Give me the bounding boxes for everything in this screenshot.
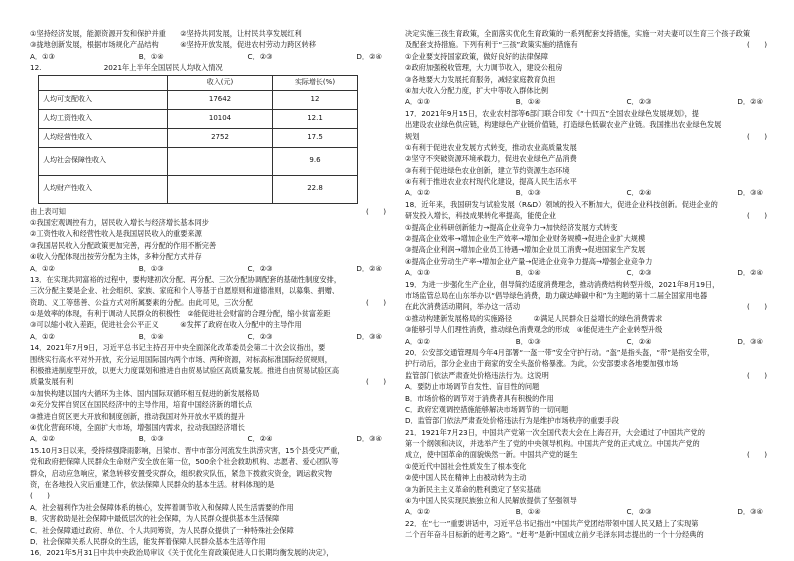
q17-stem-text: 规划 <box>405 131 420 141</box>
q18-stem-end <box>405 210 773 221</box>
q14-stem-end <box>30 376 392 387</box>
q14-stem-text: 质量发展有利 <box>30 377 74 387</box>
q18-options <box>405 267 773 278</box>
q17-stem-end <box>405 131 773 142</box>
q18-stem-text: 研发投入增长，科技成果转化率提高，能使企业 <box>405 211 556 221</box>
income-table <box>38 75 358 204</box>
answer-blank[interactable]: ( ) <box>366 206 386 216</box>
option-d[interactable]: D．②④ <box>737 268 763 278</box>
answer-blank[interactable]: ( ) <box>747 40 767 50</box>
statement: ③我国居民收入分配政策更加完善，再分配的作用不断完善 <box>30 240 217 250</box>
q20-stem-end <box>405 370 773 381</box>
option-a[interactable]: A．①③ <box>30 51 55 61</box>
option-d[interactable]: D．③④ <box>356 434 382 444</box>
answer-blank[interactable]: ( ) <box>747 211 767 221</box>
q17-stem: 17．2021年9月15日，农业农村部等6部门联合印发《“十四五”全国农业绿色发展规划》，提 <box>405 108 699 118</box>
q21-stem: 第一个纲领和决议，并选举产生了党的中央领导机构。中国共产党的正式成立。中国共产党的 <box>405 439 700 449</box>
row-label: 人均工资性收入 <box>39 109 168 128</box>
statement: ③推进自贸区更大开放和制度创新，推动我国对外开放水平质的提升 <box>30 411 245 421</box>
q12-header <box>30 62 392 73</box>
answer-blank[interactable]: ( ) <box>747 131 767 141</box>
statement: ③各地要大力发展托育服务，减轻家庭教育负担 <box>405 74 556 84</box>
header-growth: 实际增长(%) <box>273 75 358 90</box>
option-c[interactable]: C．②③ <box>626 507 652 517</box>
row-income <box>168 175 273 203</box>
statement: ①是效率的体现，有利于调动人民群众的积极性 ②能促进社会财富的合理分配，缩小贫富差距 <box>30 309 331 319</box>
statement: ③为新民主主义革命的胜利奠定了坚实基础 <box>405 484 541 494</box>
statement: ④有利于推进农业农村现代化建设，提高人民生活水平 <box>405 177 577 187</box>
row-income: 10104 <box>168 109 273 128</box>
answer-blank[interactable]: ( ) <box>747 370 767 380</box>
row-income <box>168 147 273 175</box>
option-d[interactable]: D．③④ <box>356 331 382 341</box>
option-d[interactable]: D．②④ <box>737 97 763 107</box>
answer-blank[interactable]: ( ) <box>366 297 386 307</box>
choice[interactable]: C．社会保障通过政府、单位、个人共同筹资，为人民群众提供了一种特殊社会保障 <box>30 525 294 535</box>
q14-stem: 14．2021年7月9日，习近平总书记主持召开中央全面深化改革委员会第二十次会议指出，要 <box>30 343 326 353</box>
option-c[interactable]: C．②④ <box>626 188 652 198</box>
table-row <box>39 109 358 128</box>
option-b[interactable]: B．①④ <box>138 331 164 341</box>
option-a[interactable]: A．①② <box>405 507 430 517</box>
option-c[interactable]: C．②③ <box>626 97 652 107</box>
option-b[interactable]: B．①④ <box>515 268 541 278</box>
option-d[interactable]: D．②④ <box>356 263 382 273</box>
statement: ①我国宏观调控有力，居民收入增长与经济增长基本同步 <box>30 217 209 227</box>
row-growth: 9.6 <box>273 147 358 175</box>
statement: ①使近代中国社会性质发生了根本变化 <box>405 461 527 471</box>
q16-stem-text: 及配套支持措施。下列有利于“三孩”政策实施的措施有 <box>405 40 578 50</box>
option-a[interactable]: A．①③ <box>405 97 430 107</box>
statement: ④优化营商环境，全面扩大市场，增强国内需求，拉动我国经济增长 <box>30 422 245 432</box>
statement: ②充分发挥自贸区在国民经济中的主导作用，培育中国经济新的增长点 <box>30 400 253 410</box>
row-label: 人均社会保障性收入 <box>39 147 168 175</box>
option-b[interactable]: B．①③ <box>515 188 541 198</box>
option-a[interactable]: A．①② <box>30 263 55 273</box>
table-corner <box>39 75 168 90</box>
q12-stem <box>30 206 392 217</box>
table-row <box>39 90 358 109</box>
q13-options <box>30 331 392 342</box>
row-income: 17642 <box>168 90 273 109</box>
option-a[interactable]: A．①② <box>405 188 430 198</box>
q21-stem-text: 成立，使中国革命的面貌焕然一新。中国共产党的诞生 <box>405 450 578 460</box>
statement: ①加快构建以国内大循环为主体、国内国际双循环相互促进的新发展格局 <box>30 388 260 398</box>
header-income: 收入(元) <box>168 75 273 90</box>
q16-stem-end <box>405 39 773 50</box>
q19-stem: 19．为进一步强化生产企业，倡导简约适度消费理念，推动消费结构转型升级，2021年8月19日， <box>405 279 720 289</box>
q16-options <box>405 96 773 107</box>
row-growth: 17.5 <box>273 128 358 147</box>
statement: ①提高企业科研创新能力→提高企业竞争力→加快经济发展方式转变 <box>405 222 618 232</box>
option-b[interactable]: B．①④ <box>515 97 541 107</box>
q13-stem: 三次分配主要是企业、社会组织、家族、家庭和个人等基于自愿原则和道德准则，以募集、捐赠、 <box>30 286 340 296</box>
q17-options <box>405 187 773 198</box>
q15-stem: 15.10月3日以来，受持续强降雨影响，吕梁市、晋中市部分河流发生洪涝灾害，15个县受灾严重， <box>30 445 345 455</box>
statement: ②提高企业效率→增加企业生产效率→增加企业财务规模→促进企业扩大规模 <box>405 234 646 244</box>
q12-options <box>30 263 392 274</box>
q15-stem: 资，在各地投入灾后重建工作，依法保障人民群众的基本生活。材料体现的是 <box>30 479 275 489</box>
q20-stem-text: 监管部门依法严肃查处价格违法行为。这说明 <box>405 370 549 380</box>
choice[interactable]: A．要防止市场调节自发性、盲目性的问题 <box>405 382 540 392</box>
table-row <box>39 128 358 147</box>
q12-number: 12. <box>30 63 42 73</box>
q14-options <box>30 433 392 444</box>
answer-blank[interactable]: ( ) <box>366 377 386 387</box>
statement: ②坚守不突破资源环境承载力，促进农业绿色产品消费 <box>405 154 577 164</box>
row-income: 2752 <box>168 128 273 147</box>
statement: ③可以缩小收入差距，促进社会公平正义 ④发挥了政府在收入分配中的主导作用 <box>30 320 302 330</box>
option-a[interactable]: A．①② <box>30 434 55 444</box>
row-growth: 22.8 <box>273 175 358 203</box>
q21-options <box>405 506 773 517</box>
statement: ④收入分配体现出按劳分配为主体，多种分配方式并存 <box>30 252 202 262</box>
option-b[interactable]: B．①④ <box>515 507 541 517</box>
option-a[interactable]: A．①② <box>405 336 430 346</box>
q13-stem-text: 资助、义工等慈善、公益方式对所属要素的分配。由此可见，三次分配 <box>30 297 253 307</box>
row-label: 人均可支配收入 <box>39 90 168 109</box>
option-c[interactable]: C．②③ <box>247 51 273 61</box>
choice[interactable]: B．市场价格的调节对于消费者具有积极的作用 <box>405 393 554 403</box>
row-growth: 12.1 <box>273 109 358 128</box>
statement: ②工资性收入和经营性收入是我国居民收入的重要来源 <box>30 229 202 239</box>
row-label: 人均经营性收入 <box>39 128 168 147</box>
q11-options <box>30 51 392 62</box>
q11-statement-2: ③拢地创新发展，根据市场规化产品结构 ④坚持开放发展，促进农村劳动力跨区转移 <box>30 40 317 50</box>
option-c[interactable]: C．②④ <box>247 434 273 444</box>
option-c[interactable]: C．②④ <box>626 336 652 346</box>
q19-stem: 市场监管总局在山东举办以“倡导绿色消费，助力碳达峰碳中和”为主题的第十二届全国家用电器 <box>405 290 708 300</box>
statement: ④为中国人民实现民族独立和人民解放提供了坚强领导 <box>405 496 577 506</box>
option-b[interactable]: B．①③ <box>515 336 541 346</box>
q20-stem: 20．公安部交通管理局今年4月部署“一盔一带”安全守护行动。“盔”是指头盔，“带”是指安全带， <box>405 347 715 357</box>
option-a[interactable]: A．①③ <box>405 268 430 278</box>
option-b[interactable]: B．①③ <box>138 263 164 273</box>
q13-stem-end <box>30 297 392 308</box>
row-label: 人均财产性收入 <box>39 175 168 203</box>
q12-table-title: 2021年上半年全国居民人均收入情况 <box>103 63 223 73</box>
row-growth: 12 <box>273 90 358 109</box>
statement: ②政府加强税收管理，大力调节收入，建设公租房 <box>405 63 563 73</box>
option-b[interactable]: B．①③ <box>138 434 164 444</box>
option-a[interactable]: A．①② <box>30 331 55 341</box>
answer-blank[interactable]: ( ) <box>30 491 50 501</box>
option-b[interactable]: B．①④ <box>138 51 164 61</box>
statement: ③能够引导人们理性消费，推动绿色消费观念的形成 ④能促进生产企业转型升级 <box>405 325 663 335</box>
q13-stem: 13．在实现共同富裕的过程中，要构建初次分配、再分配、三次分配协调配套的基础性制度安排， <box>30 274 342 284</box>
q12-stem-text: 由上表可知 <box>30 206 66 216</box>
choice[interactable]: B．灾害救助是社会保障中最低层次的社会保障，为人民群众提供基本生活保障 <box>30 514 280 524</box>
q22-stem: 二个百年奋斗目标新的赶考之路”。“赶考”是新中国成立前夕毛泽东同志提出的一个十分经典的 <box>405 530 704 540</box>
option-c[interactable]: C．②③ <box>626 268 652 278</box>
statement: ①推动构建新发展格局的实施路径 ②满足人民群众日益增长的绿色消费需求 <box>405 313 663 323</box>
q16-stem: 16．2021年5月31日中共中央政治局审议《关于优化生育政策促进人口长期均衡发展的决定》， <box>30 548 334 558</box>
q14-stem: 围绕实行高水平对外开放，充分运用国际国内两个市场、两种资源，对标高标准国际经贸规则， <box>30 354 332 364</box>
q19-options <box>405 336 773 347</box>
choice[interactable]: A．社会福利作为社会保障体系的核心，发挥着调节收入和保障人民生活需要的作用 <box>30 502 294 512</box>
statement: ①有利于促进农业发展方式转变，推动农业高质量发展 <box>405 142 577 152</box>
q16-stem: 决定实施三孩生育政策，全面落实优化生育政策的一系列配套支持措施，实施一对夫妻可以生育三个孩子政策 <box>405 29 751 38</box>
choice[interactable]: C．政府宏观调控措施能够解决市场调节的一切问题 <box>405 404 569 414</box>
q21-stem-end <box>405 449 773 460</box>
statement: ④加大收入分配力度，扩大中等收入群体比例 <box>405 85 549 95</box>
q15-stem: 群众，启动应急响应，紧急转移安置受灾群众，组织救灾队伍，紧急下拨救灾资金，调运救灾物 <box>30 468 332 478</box>
choice[interactable]: D．监管部门依法严肃查处价格违法行为是维护市场秩序的重要手段 <box>405 416 619 426</box>
q19-stem-end <box>405 301 773 312</box>
option-d[interactable]: D．②④ <box>356 51 382 61</box>
q15-stem: 党和政府把保障人民群众生命财产安全放在第一位，500余个社会救助机构、志愿者、爱心团队等 <box>30 457 339 467</box>
left-column <box>30 28 392 559</box>
statement: ③提高企业利润→增加企业员工待遇→增加企业员工消费→促进国家生产发展 <box>405 245 646 255</box>
table-row <box>39 147 358 175</box>
q21-stem: 21．1921年7月23日，中国共产党第一次全国代表大会在上海召开，大会通过了中国共产党的 <box>405 427 705 437</box>
right-column <box>405 28 773 541</box>
option-d[interactable]: D．③④ <box>737 507 763 517</box>
option-c[interactable]: C．②③ <box>247 331 273 341</box>
q11-statement-1: ①坚持经济发展，能源资源开发和保护并重 ②坚持共同发展，让村民共享发展红利 <box>30 29 302 38</box>
q19-stem-text: 在此次消费活动期间，举办这一活动 <box>405 302 521 312</box>
choice[interactable]: D．社会保障关系人民群众的生活，能发挥着保障人民群众基本生活等作用 <box>30 536 266 546</box>
option-d[interactable]: D．③④ <box>737 188 763 198</box>
q22-stem: 22．在“七一”重要讲话中，习近平总书记指出“中国共产党团结带领中国人民又踏上了实现第 <box>405 518 699 528</box>
q20-stem: 护行动后，部分企业由于商家的安全头盔价格暴涨。为此，公安部要求各地要加强市场 <box>405 359 679 369</box>
table-row <box>39 175 358 203</box>
statement: ③有利于促进绿色农业创新，建立节约资源生态环境 <box>405 165 570 175</box>
answer-blank[interactable]: ( ) <box>747 302 767 312</box>
option-c[interactable]: C．②③ <box>247 263 273 273</box>
statement: ①企业要支持国家政策，做好良好的法律保障 <box>405 51 549 61</box>
q18-stem: 18．近年来，我国研发与试验发展（R&D）领域的投入不断加大，促进企业科技创新。促进企业的 <box>405 199 718 209</box>
answer-blank[interactable]: ( ) <box>747 450 767 460</box>
option-d[interactable]: D．③④ <box>737 336 763 346</box>
statement: ④提高企业劳动生产率→增加企业产量→促进企业竞争力提高→增强企业竞争力 <box>405 256 653 266</box>
q14-stem: 积极推进制度型开放，以更大力度谋划和推进自由贸易试验区高质量发展。推进自由贸易试验区高 <box>30 366 340 376</box>
statement: ②使中国人民在精神上由被动转为主动 <box>405 473 527 483</box>
q17-stem: 出建设农业绿色供应链，构建绿色产业链价值链，打造绿色低碳农业产业链。我国推出农业绿色发展 <box>405 120 722 130</box>
